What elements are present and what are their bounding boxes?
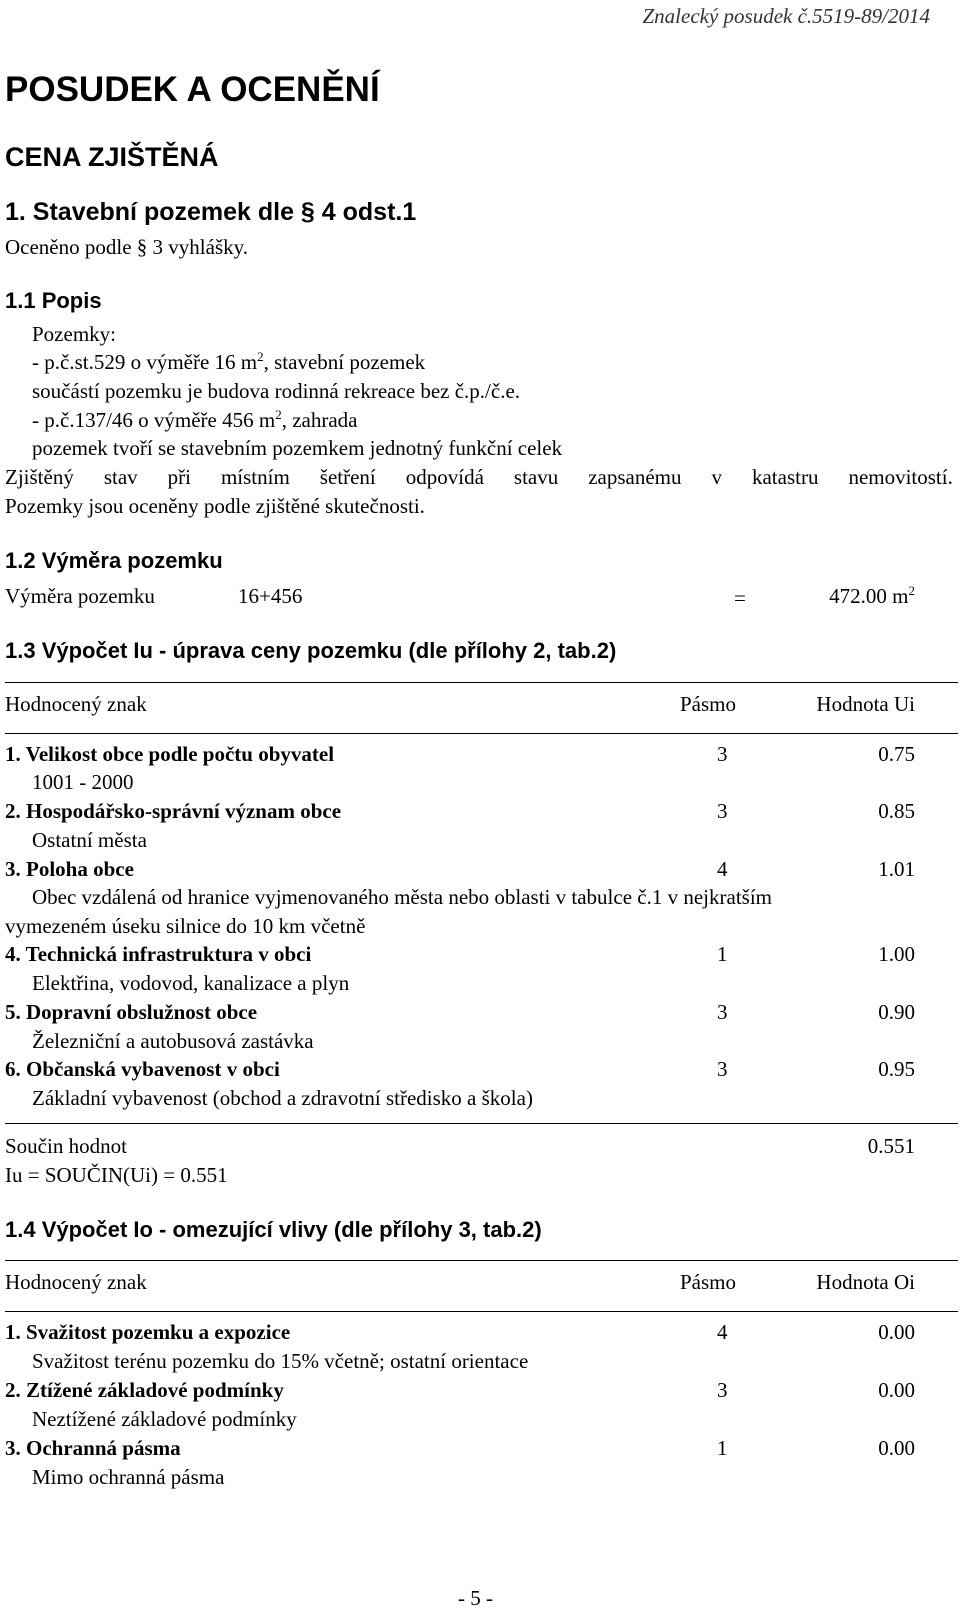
iu-row-1-band: 3	[717, 742, 728, 766]
state-word: zapsanému	[588, 465, 682, 489]
iu-row-2-desc: Ostatní města	[32, 828, 147, 852]
page-title: POSUDEK A OCENĚNÍ	[5, 70, 380, 109]
state-word: v	[711, 465, 722, 489]
state-statement-line-2: Pozemky jsou oceněny podle zjištěné skutečnosti.	[5, 494, 425, 518]
state-word: při	[167, 465, 191, 489]
parcel-item-1-sup: 2	[257, 349, 264, 364]
parcel-item-1-text: - p.č.st.529 o výměře 16 m	[32, 350, 258, 374]
section-heading-iu: 1.3 Výpočet Iu - úprava ceny pozemku (dle přílohy 2, tab.2)	[5, 638, 617, 663]
iu-row-3-value: 1.01	[878, 857, 915, 881]
valuation-method: Oceněno podle § 3 vyhlášky.	[5, 235, 248, 259]
table-top-rule	[5, 682, 958, 683]
parcel-item-2-note: pozemek tvoří se stavebním pozemkem jednotný funkční celek	[32, 436, 563, 460]
state-word: nemovitostí.	[848, 465, 953, 489]
iu-row-6-name: 6. Občanská vybavenost v obci	[5, 1057, 280, 1081]
parcel-item-2-text: - p.č.137/46 o výměře 456 m	[32, 408, 276, 432]
io-row-2-band: 3	[717, 1378, 728, 1402]
parcel-item-2	[32, 408, 357, 433]
iu-row-2-value: 0.85	[878, 799, 915, 823]
section-heading-1: 1. Stavební pozemek dle § 4 odst.1	[5, 198, 417, 226]
io-column-value: Hodnota Oi	[816, 1270, 915, 1294]
io-row-3-band: 1	[717, 1436, 728, 1460]
iu-column-name: Hodnocený znak	[5, 692, 147, 716]
state-word: odpovídá	[405, 465, 484, 489]
iu-row-4-band: 1	[717, 942, 728, 966]
io-row-3-value: 0.00	[878, 1436, 915, 1460]
io-row-1-band: 4	[717, 1320, 728, 1344]
iu-row-6-band: 3	[717, 1057, 728, 1081]
iu-row-1-desc: 1001 - 2000	[32, 770, 134, 794]
product-label: Součin hodnot	[5, 1134, 127, 1158]
area-label: Výměra pozemku	[5, 584, 155, 608]
parcel-item-2-suffix: , zahrada	[281, 408, 358, 432]
page-subtitle: CENA ZJIŠTĚNÁ	[5, 142, 219, 172]
io-table-header-rule	[5, 1311, 958, 1312]
io-row-2-desc: Neztížené základové podmínky	[32, 1407, 297, 1431]
parcel-item-2-sup: 2	[275, 407, 282, 422]
iu-row-1-name: 1. Velikost obce podle počtu obyvatel	[5, 742, 335, 766]
io-row-1-value: 0.00	[878, 1320, 915, 1344]
iu-row-3-name: 3. Poloha obce	[5, 857, 134, 881]
state-statement	[5, 465, 953, 490]
io-column-name: Hodnocený znak	[5, 1270, 147, 1294]
state-word: místním	[220, 465, 290, 489]
iu-row-2-name: 2. Hospodářsko-správní význam obce	[5, 799, 342, 823]
area-formula: 16+456	[238, 584, 303, 608]
section-heading-popis: 1.1 Popis	[5, 288, 102, 313]
io-row-2-value: 0.00	[878, 1378, 915, 1402]
section-heading-io: 1.4 Výpočet Io - omezující vlivy (dle přílohy 3, tab.2)	[5, 1217, 542, 1242]
iu-row-4-value: 1.00	[878, 942, 915, 966]
parcels-label: Pozemky:	[32, 322, 116, 346]
parcel-item-1-note: součástí pozemku je budova rodinná rekreace bez č.p./č.e.	[32, 379, 521, 403]
document-reference: Znalecký posudek č.5519-89/2014	[642, 4, 930, 28]
iu-row-1-value: 0.75	[878, 742, 915, 766]
io-table-top-rule	[5, 1260, 958, 1261]
iu-row-6-value: 0.95	[878, 1057, 915, 1081]
iu-row-3-desc: Obec vzdálená od hranice vyjmenovaného města nebo oblasti v tabulce č.1 v nejkratším	[32, 885, 772, 909]
iu-row-5-value: 0.90	[878, 1000, 915, 1024]
iu-row-5-name: 5. Dopravní obslužnost obce	[5, 1000, 258, 1024]
area-result	[829, 584, 915, 609]
state-word: stav	[103, 465, 138, 489]
product-value: 0.551	[867, 1134, 915, 1158]
io-row-3-desc: Mimo ochranná pásma	[32, 1465, 225, 1489]
parcel-item-1	[32, 350, 425, 375]
iu-row-4-name: 4. Technická infrastruktura v obci	[5, 942, 312, 966]
state-word: šetření	[319, 465, 376, 489]
state-word: stavu	[513, 465, 559, 489]
iu-row-5-desc: Železniční a autobusová zastávka	[32, 1029, 314, 1053]
table-bottom-rule	[5, 1123, 958, 1124]
io-row-1-desc: Svažitost terénu pozemku do 15% včetně; ostatní orientace	[32, 1349, 529, 1373]
iu-column-value: Hodnota Ui	[816, 692, 915, 716]
io-row-2-name: 2. Ztížené základové podmínky	[5, 1378, 284, 1402]
iu-formula: Iu = SOUČIN(Ui) = 0.551	[5, 1163, 228, 1187]
state-word: katastru	[751, 465, 819, 489]
table-header-rule	[5, 733, 958, 734]
parcel-item-1-suffix: , stavební pozemek	[263, 350, 426, 374]
iu-row-3-desc-line-2: vymezeném úseku silnice do 10 km včetně	[5, 914, 366, 938]
io-column-band: Pásmo	[680, 1270, 737, 1294]
io-row-1-name: 1. Svažitost pozemku a expozice	[5, 1320, 291, 1344]
io-row-3-name: 3. Ochranná pásma	[5, 1436, 181, 1460]
state-word: Zjištěný	[5, 465, 74, 489]
iu-row-5-band: 3	[717, 1000, 728, 1024]
section-heading-vymera: 1.2 Výměra pozemku	[5, 548, 223, 573]
iu-row-4-desc: Elektřina, vodovod, kanalizace a plyn	[32, 971, 350, 995]
iu-column-band: Pásmo	[680, 692, 737, 716]
iu-row-6-desc: Základní vybavenost (obchod a zdravotní středisko a škola)	[32, 1086, 533, 1110]
area-equals: =	[734, 586, 746, 610]
page-number: - 5 -	[458, 1586, 493, 1610]
area-result-sup: 2	[908, 583, 915, 598]
iu-row-2-band: 3	[717, 799, 728, 823]
iu-row-3-band: 4	[717, 857, 728, 881]
area-result-value: 472.00 m	[829, 584, 909, 608]
